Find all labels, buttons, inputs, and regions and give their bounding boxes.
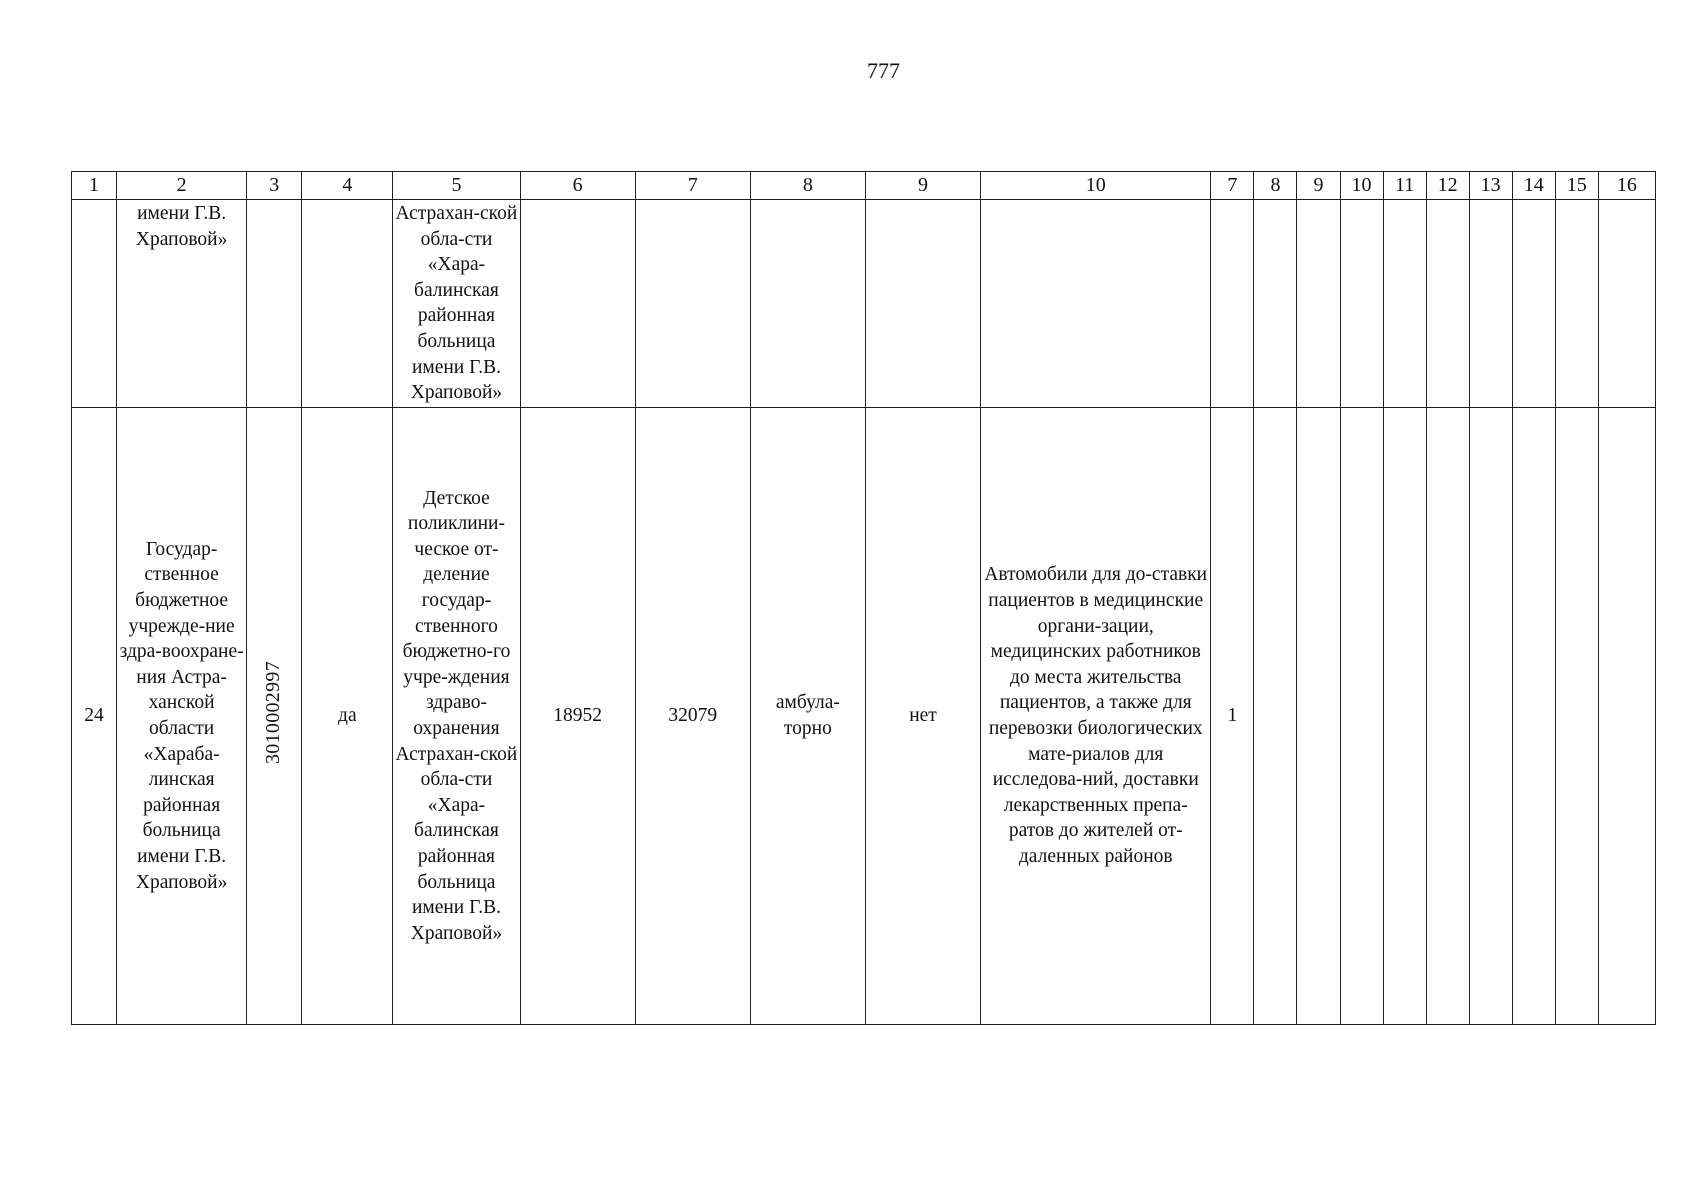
table-cell bbox=[1512, 408, 1555, 1025]
table-cell bbox=[1512, 200, 1555, 408]
column-number: 7 bbox=[1211, 172, 1254, 200]
inn-cell bbox=[247, 200, 302, 408]
vehicle-purpose-cell: Автомобили для до-ставки пациентов в медицинские органи-зации, медицинских работников до места жительства пациентов, а также для перевозки биологических мате-риалов для исследова-ний, доставки лекарственных препа-ратов до жителей от-даленных районов bbox=[981, 408, 1211, 1025]
table-cell bbox=[1383, 200, 1426, 408]
data-table bbox=[71, 171, 1656, 1025]
inn-cell bbox=[247, 408, 302, 1025]
column-number-row bbox=[72, 172, 1656, 200]
column-number: 8 bbox=[1254, 172, 1297, 200]
table-cell bbox=[1254, 200, 1297, 408]
column-number: 6 bbox=[520, 172, 635, 200]
table-cell bbox=[1555, 408, 1598, 1025]
column-number: 11 bbox=[1383, 172, 1426, 200]
column-number: 7 bbox=[635, 172, 750, 200]
column-number: 9 bbox=[865, 172, 980, 200]
table-cell bbox=[520, 200, 635, 408]
column-number: 10 bbox=[981, 172, 1211, 200]
table-cell bbox=[1469, 408, 1512, 1025]
flag-cell bbox=[302, 200, 393, 408]
organization-name-cell: Государ-ственное бюджетное учрежде-ние здра-воохране-ния Астра-ханской области «Хараба-линская районная больница имени Г.В. Храповой» bbox=[117, 408, 247, 1025]
table-cell bbox=[981, 200, 1211, 408]
row-number-cell bbox=[72, 200, 117, 408]
table-cell bbox=[1469, 200, 1512, 408]
table-cell bbox=[1383, 408, 1426, 1025]
page-number: 777 bbox=[867, 58, 900, 83]
table-cell bbox=[1340, 200, 1383, 408]
table-cell bbox=[1426, 200, 1469, 408]
table-cell bbox=[1426, 408, 1469, 1025]
column-number: 9 bbox=[1297, 172, 1340, 200]
column-number: 5 bbox=[393, 172, 520, 200]
inn-value: 3010002997 bbox=[262, 660, 285, 764]
value-cell-9: нет bbox=[865, 408, 980, 1025]
table-cell bbox=[1340, 408, 1383, 1025]
table-cell bbox=[1211, 200, 1254, 408]
vehicle-count-cell: 1 bbox=[1211, 408, 1254, 1025]
column-number: 1 bbox=[72, 172, 117, 200]
column-number: 3 bbox=[247, 172, 302, 200]
table-cell bbox=[635, 200, 750, 408]
value-cell-6: 18952 bbox=[520, 408, 635, 1025]
column-number: 15 bbox=[1555, 172, 1598, 200]
organization-name-cell: имени Г.В. Храповой» bbox=[117, 200, 247, 408]
table-cell bbox=[1598, 200, 1655, 408]
subdivision-cell: Астрахан-ской обла-сти «Хара-балинская районная больница имени Г.В. Храповой» bbox=[393, 200, 520, 408]
table-cell bbox=[750, 200, 865, 408]
table-cell bbox=[1598, 408, 1655, 1025]
care-mode-cell: амбула-торно bbox=[750, 408, 865, 1025]
subdivision-cell: Детское поликлини-ческое от-деление государ-ственного бюджетно-го учре-ждения здраво-охранения Астрахан-ской обла-сти «Хара-балинская районная больница имени Г.В. Храповой» bbox=[393, 408, 520, 1025]
row-number-cell: 24 bbox=[72, 408, 117, 1025]
table-row-24 bbox=[72, 408, 1656, 1025]
table-cell bbox=[1297, 200, 1340, 408]
table-cell bbox=[1555, 200, 1598, 408]
column-number: 8 bbox=[750, 172, 865, 200]
table-cell bbox=[1297, 408, 1340, 1025]
column-number: 10 bbox=[1340, 172, 1383, 200]
column-number: 16 bbox=[1598, 172, 1655, 200]
flag-cell: да bbox=[302, 408, 393, 1025]
column-number: 13 bbox=[1469, 172, 1512, 200]
column-number: 2 bbox=[117, 172, 247, 200]
column-number: 12 bbox=[1426, 172, 1469, 200]
continuation-row bbox=[72, 200, 1656, 408]
table-cell bbox=[865, 200, 980, 408]
table-cell bbox=[1254, 408, 1297, 1025]
column-number: 4 bbox=[302, 172, 393, 200]
column-number: 14 bbox=[1512, 172, 1555, 200]
value-cell-7: 32079 bbox=[635, 408, 750, 1025]
